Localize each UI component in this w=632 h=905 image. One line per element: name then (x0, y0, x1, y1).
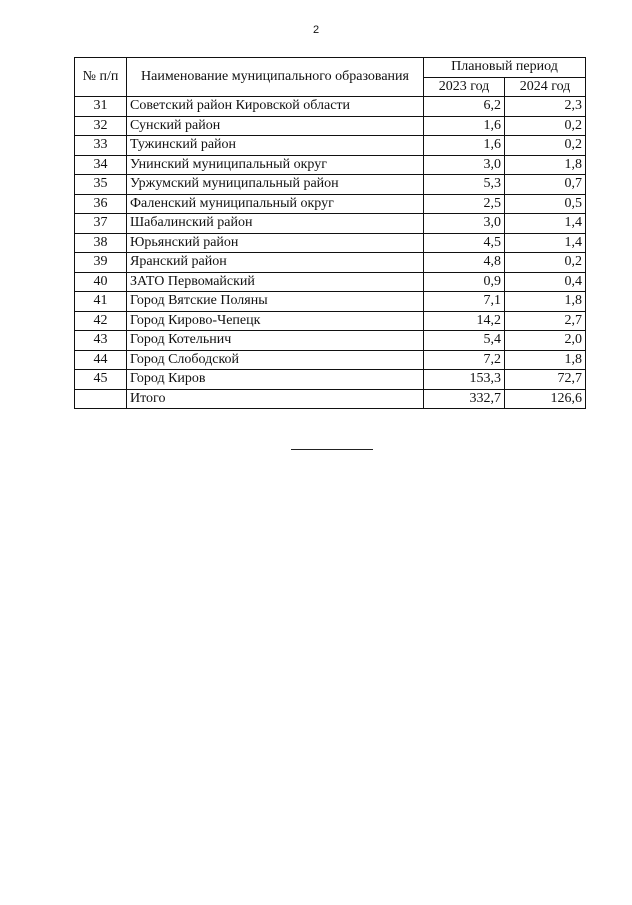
row-value-2023: 3,0 (424, 155, 505, 175)
row-municipality-name: Юрьянский район (127, 233, 424, 253)
table-row (75, 350, 586, 370)
header-name: Наименование муниципального образования (127, 58, 424, 97)
table-row (75, 253, 586, 273)
row-municipality-name: Шабалинский район (127, 214, 424, 234)
row-value-2023: 6,2 (424, 97, 505, 117)
row-municipality-name: Советский район Кировской области (127, 97, 424, 117)
row-value-2024: 0,2 (505, 116, 586, 136)
row-number: 34 (75, 155, 127, 175)
row-municipality-name: Город Кирово-Чепецк (127, 311, 424, 331)
table-row (75, 292, 586, 312)
row-value-2024: 126,6 (505, 389, 586, 409)
row-municipality-name: ЗАТО Первомайский (127, 272, 424, 292)
row-value-2023: 4,8 (424, 253, 505, 273)
table-header (75, 58, 586, 97)
row-municipality-name: Город Киров (127, 370, 424, 390)
row-value-2024: 1,8 (505, 292, 586, 312)
row-value-2023: 5,4 (424, 331, 505, 351)
row-value-2023: 0,9 (424, 272, 505, 292)
row-value-2023: 7,1 (424, 292, 505, 312)
row-number: 40 (75, 272, 127, 292)
row-value-2023: 1,6 (424, 116, 505, 136)
row-value-2024: 0,2 (505, 253, 586, 273)
row-value-2023: 5,3 (424, 175, 505, 195)
row-municipality-name: Фаленский муниципальный округ (127, 194, 424, 214)
table-row (75, 194, 586, 214)
table-row (75, 370, 586, 390)
row-municipality-name: Город Котельнич (127, 331, 424, 351)
row-value-2024: 1,8 (505, 350, 586, 370)
row-number: 31 (75, 97, 127, 117)
row-number: 44 (75, 350, 127, 370)
row-value-2024: 1,4 (505, 214, 586, 234)
row-number: 37 (75, 214, 127, 234)
header-year-2024: 2024 год (505, 77, 586, 97)
header-year-2023: 2023 год (424, 77, 505, 97)
table-row (75, 116, 586, 136)
allocation-table (74, 57, 586, 409)
table-row (75, 155, 586, 175)
row-value-2024: 1,4 (505, 233, 586, 253)
table-row (75, 272, 586, 292)
row-number: 33 (75, 136, 127, 156)
row-number: 36 (75, 194, 127, 214)
table-row (75, 331, 586, 351)
row-value-2023: 4,5 (424, 233, 505, 253)
page-number: 2 (312, 24, 320, 36)
row-number: 43 (75, 331, 127, 351)
row-municipality-name: Город Слободской (127, 350, 424, 370)
table-row (75, 311, 586, 331)
row-municipality-name: Город Вятские Поляны (127, 292, 424, 312)
row-number: 35 (75, 175, 127, 195)
row-value-2024: 0,7 (505, 175, 586, 195)
row-value-2024: 2,7 (505, 311, 586, 331)
row-value-2024: 0,5 (505, 194, 586, 214)
row-municipality-name: Унинский муниципальный округ (127, 155, 424, 175)
row-value-2023: 153,3 (424, 370, 505, 390)
table-row (75, 214, 586, 234)
table-total-row (75, 389, 586, 409)
header-num: № п/п (75, 58, 127, 97)
row-municipality-name: Уржумский муниципальный район (127, 175, 424, 195)
row-value-2024: 2,3 (505, 97, 586, 117)
row-number: 45 (75, 370, 127, 390)
row-value-2023: 14,2 (424, 311, 505, 331)
row-number: 38 (75, 233, 127, 253)
header-period: Плановый период (424, 58, 586, 78)
row-value-2024: 2,0 (505, 331, 586, 351)
row-value-2023: 332,7 (424, 389, 505, 409)
table-row (75, 175, 586, 195)
row-number: 32 (75, 116, 127, 136)
row-municipality-name: Тужинский район (127, 136, 424, 156)
row-value-2024: 1,8 (505, 155, 586, 175)
row-number: 42 (75, 311, 127, 331)
table-row (75, 233, 586, 253)
row-number: 41 (75, 292, 127, 312)
row-value-2024: 0,4 (505, 272, 586, 292)
row-municipality-name: Сунский район (127, 116, 424, 136)
row-value-2023: 1,6 (424, 136, 505, 156)
row-number (75, 389, 127, 409)
row-value-2024: 72,7 (505, 370, 586, 390)
row-value-2024: 0,2 (505, 136, 586, 156)
row-value-2023: 2,5 (424, 194, 505, 214)
row-value-2023: 3,0 (424, 214, 505, 234)
end-divider-line (291, 449, 373, 450)
table-body (75, 97, 586, 409)
row-value-2023: 7,2 (424, 350, 505, 370)
row-municipality-name: Яранский район (127, 253, 424, 273)
table-header-row (75, 58, 586, 78)
row-municipality-name: Итого (127, 389, 424, 409)
table-row (75, 136, 586, 156)
row-number: 39 (75, 253, 127, 273)
table-row (75, 97, 586, 117)
